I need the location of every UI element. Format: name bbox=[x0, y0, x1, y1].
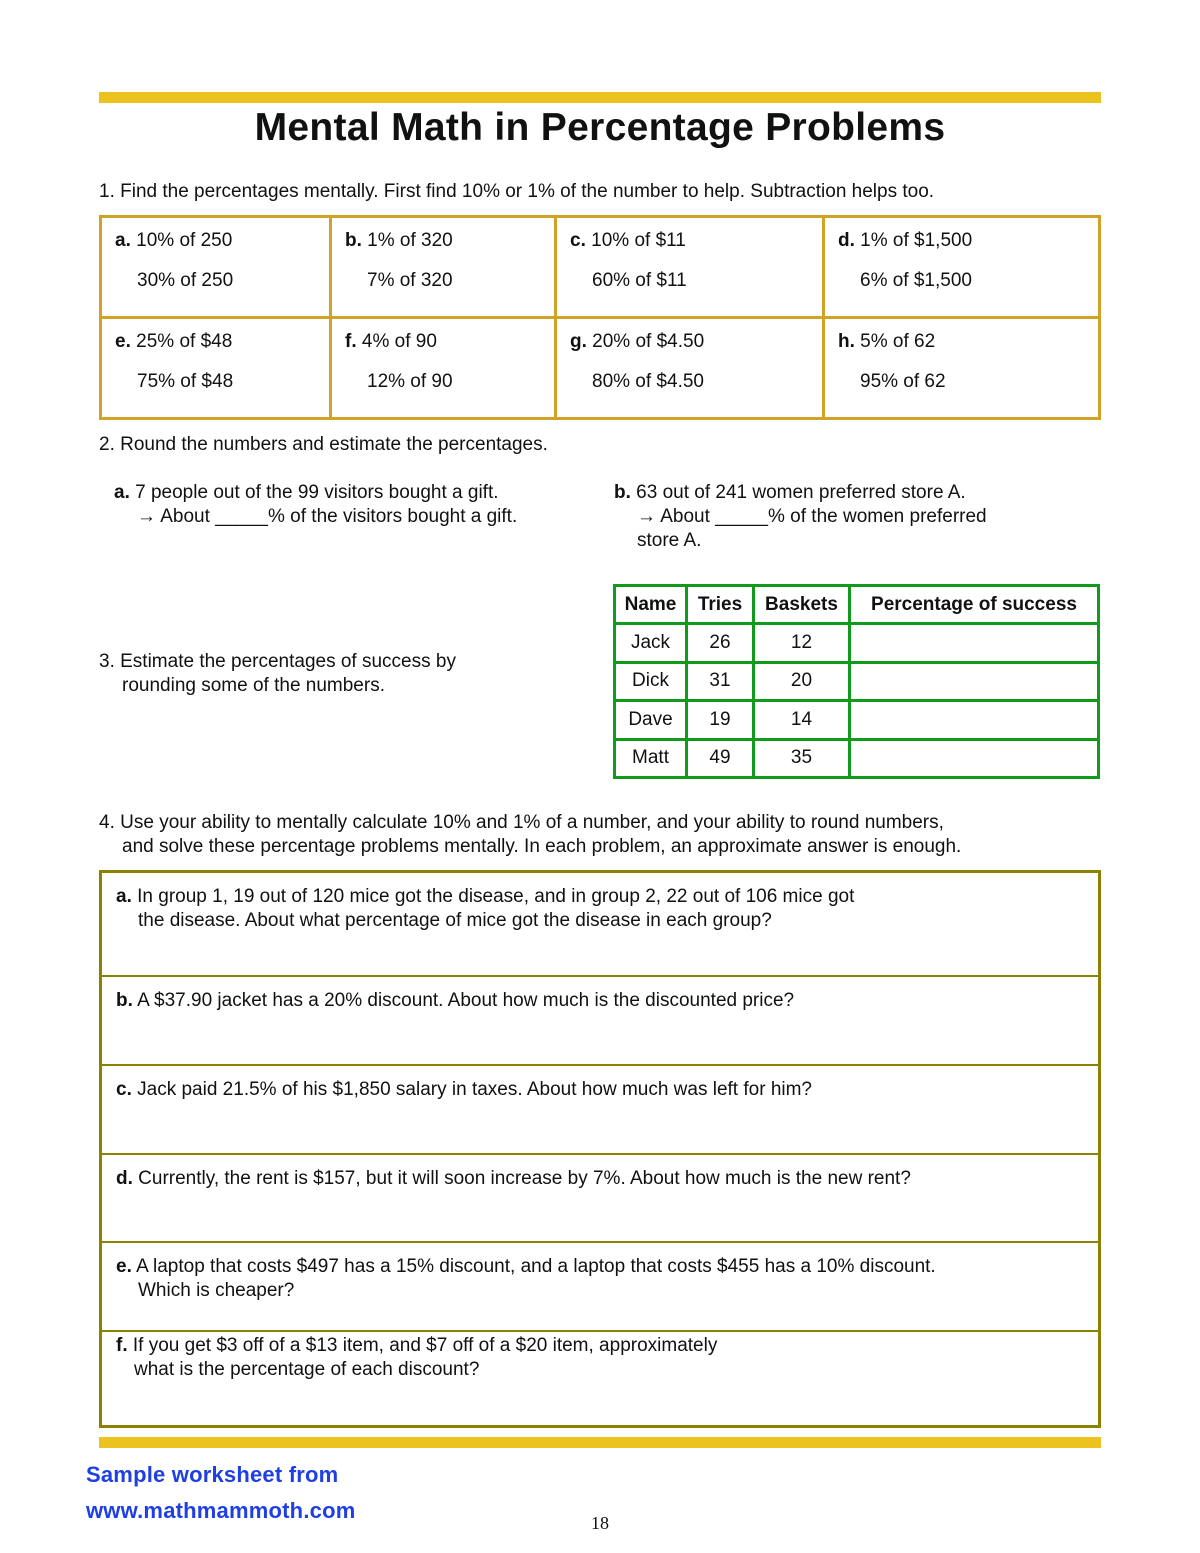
q1-cell-h: h. 5% of 62 95% of 62 bbox=[824, 318, 1100, 419]
q4-problems-box bbox=[99, 870, 1101, 1428]
page-number: 18 bbox=[591, 1513, 609, 1533]
q1-cell-g: g. 20% of $4.50 80% of $4.50 bbox=[556, 318, 824, 419]
q3-header-percentage: Percentage of success bbox=[850, 586, 1099, 624]
q2-b-line2: → About _____% of the women preferred bbox=[637, 506, 987, 527]
top-rule bbox=[99, 92, 1101, 103]
q2-b-line1: b. 63 out of 241 women preferred store A. bbox=[614, 482, 966, 503]
q4-instruction-line2: and solve these percentage problems mentally. In each problem, an approximate answer is enough. bbox=[122, 836, 962, 857]
q1-cell-e: e. 25% of $48 75% of $48 bbox=[101, 318, 331, 419]
q2-a-line2: → About _____% of the visitors bought a gift. bbox=[137, 506, 518, 527]
q1-instruction: 1. Find the percentages mentally. First find 10% or 1% of the number to help. Subtraction helps too. bbox=[99, 181, 935, 202]
q4-problem-c[interactable]: c. Jack paid 21.5% of his $1,850 salary in taxes. About how much was left for him? bbox=[102, 1064, 1098, 1153]
q3-header-baskets: Baskets bbox=[754, 586, 850, 624]
q3-row-jack-baskets: 12 bbox=[754, 624, 850, 662]
q3-header-name: Name bbox=[615, 586, 687, 624]
q1-cell-d: d. 1% of $1,500 6% of $1,500 bbox=[824, 217, 1100, 318]
q3-instruction-line2: rounding some of the numbers. bbox=[122, 675, 385, 696]
q4-problem-d[interactable]: d. Currently, the rent is $157, but it will soon increase by 7%. About how much is the new rent? bbox=[102, 1153, 1098, 1241]
q1-cell-b: b. 1% of 320 7% of 320 bbox=[331, 217, 556, 318]
q3-row-matt-tries: 49 bbox=[687, 739, 754, 777]
q2-instruction: 2. Round the numbers and estimate the percentages. bbox=[99, 434, 548, 455]
q3-header-tries: Tries bbox=[687, 586, 754, 624]
q4-problem-b[interactable]: b. A $37.90 jacket has a 20% discount. About how much is the discounted price? bbox=[102, 975, 1098, 1064]
q1-cell-f: f. 4% of 90 12% of 90 bbox=[331, 318, 556, 419]
q2-b-line3: store A. bbox=[637, 530, 702, 551]
q3-row-dave-name: Dave bbox=[615, 701, 687, 739]
q3-row-dave-tries: 19 bbox=[687, 701, 754, 739]
q3-success-table bbox=[613, 584, 1100, 779]
q3-row-matt-baskets: 35 bbox=[754, 739, 850, 777]
q3-row-dick-tries: 31 bbox=[687, 662, 754, 700]
q4-problem-a[interactable]: a. In group 1, 19 out of 120 mice got the disease, and in group 2, 22 out of 106 mice got the disease. About what percentage of mice got the disease in each group? bbox=[116, 886, 855, 931]
q4-instruction-line1: 4. Use your ability to mentally calculate 10% and 1% of a number, and your ability to round numbers, bbox=[99, 812, 944, 833]
q3-row-dave-answer[interactable] bbox=[850, 701, 1099, 739]
q4-problem-f[interactable]: f. If you get $3 off of a $13 item, and $7 off of a $20 item, approximately what is the percentage of each discount? bbox=[102, 1330, 1098, 1425]
q3-row-dave-baskets: 14 bbox=[754, 701, 850, 739]
credit-link[interactable]: www.mathmammoth.com bbox=[86, 1498, 356, 1523]
q3-row-jack-name: Jack bbox=[615, 624, 687, 662]
q3-row-jack-answer[interactable] bbox=[850, 624, 1099, 662]
page-title: Mental Math in Percentage Problems bbox=[254, 106, 946, 149]
q2-a-line1: a. 7 people out of the 99 visitors bought a gift. bbox=[114, 482, 499, 503]
q3-row-jack-tries: 26 bbox=[687, 624, 754, 662]
bottom-rule bbox=[99, 1437, 1101, 1448]
credit-line1: Sample worksheet from bbox=[86, 1462, 339, 1487]
q3-row-matt-name: Matt bbox=[615, 739, 687, 777]
q3-row-dick-answer[interactable] bbox=[850, 662, 1099, 700]
q1-cell-c: c. 10% of $11 60% of $11 bbox=[556, 217, 824, 318]
q3-row-dick-name: Dick bbox=[615, 662, 687, 700]
q3-row-matt-answer[interactable] bbox=[850, 739, 1099, 777]
q1-grid bbox=[99, 215, 1101, 420]
q3-row-dick-baskets: 20 bbox=[754, 662, 850, 700]
q4-problem-e[interactable]: e. A laptop that costs $497 has a 15% discount, and a laptop that costs $455 has a 10% discount. Which is cheaper? bbox=[102, 1241, 1098, 1330]
q1-cell-a: a. 10% of 250 30% of 250 bbox=[101, 217, 331, 318]
q3-instruction-line1: 3. Estimate the percentages of success by bbox=[99, 651, 456, 672]
